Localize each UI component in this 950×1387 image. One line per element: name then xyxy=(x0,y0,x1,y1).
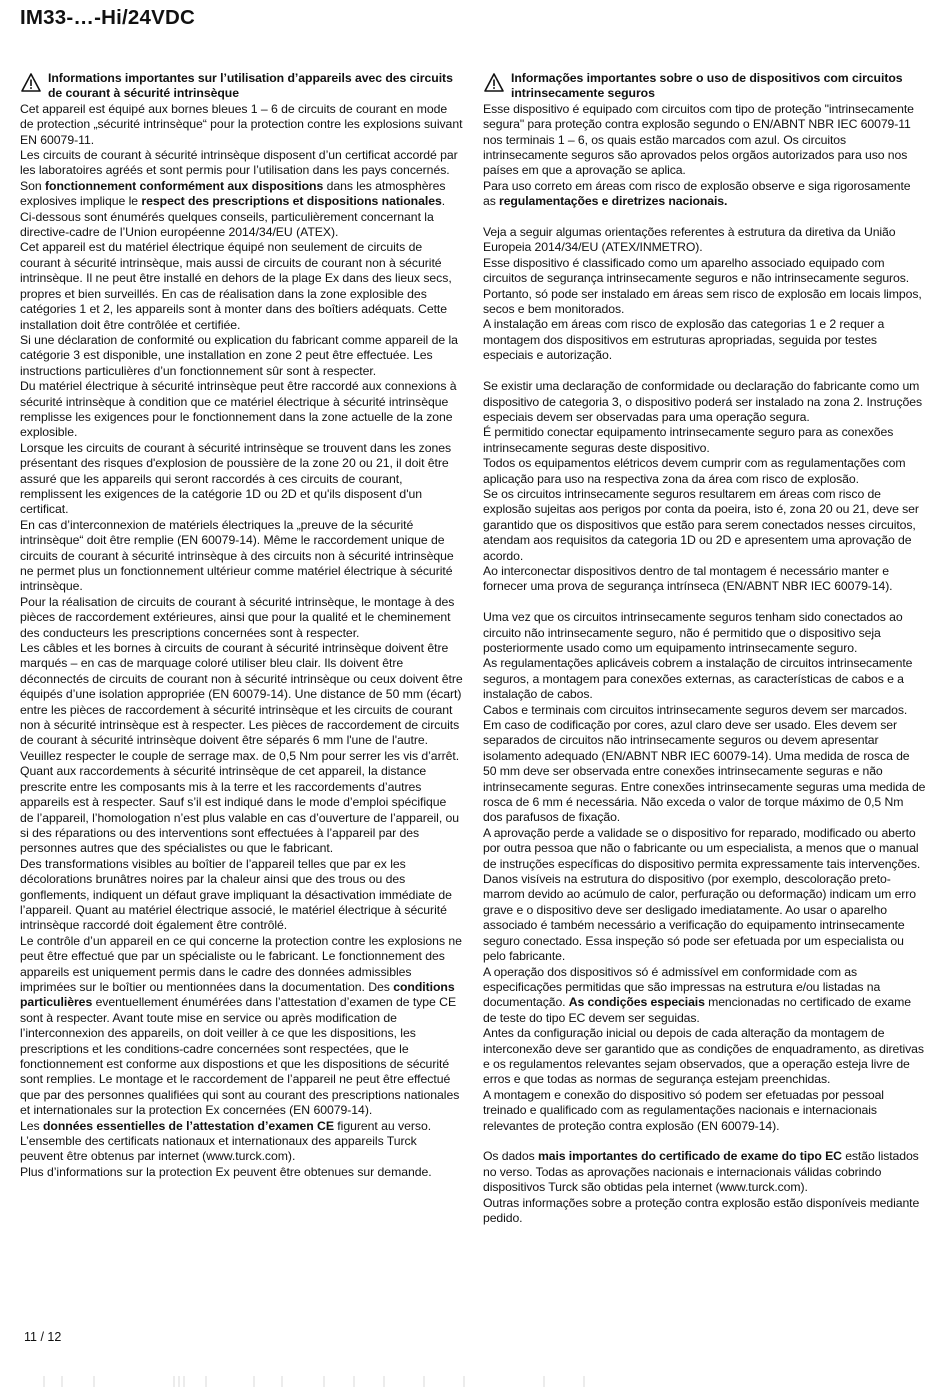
body-text xyxy=(483,102,926,1227)
paragraph xyxy=(483,965,926,1027)
paragraph xyxy=(483,256,926,318)
text-run: A operação dos dispositivos só é admissível em conformidade com as especificações permitidas que são impressas na estrutura e/ou listadas na documentação. xyxy=(483,964,881,1010)
paragraph xyxy=(483,610,926,656)
paragraph xyxy=(20,595,463,641)
paragraph xyxy=(20,102,463,148)
text-run: Veuillez respecter le couple de serrage max. de 0,5 Nm pour serrer les vis d’arrêt. xyxy=(20,748,460,763)
right-column-portuguese xyxy=(483,71,926,1226)
bold-text: données essentielles de l’attestation d’examen CE xyxy=(42,1118,334,1133)
text-run: Pour la réalisation de circuits de courant à sécurité intrinsèque, le montage à des pièces de raccordement extérieures, ainsi que pour la qualité et le cheminement des conducteurs les prescriptions concernées sont à respecter. xyxy=(20,594,455,640)
text-run: Le contrôle d’un appareil en ce qui concerne la protection contre les explosions ne peut être effectué que par un spécialiste ou le fabricant. Le fonctionnement des appareils est uniquement permis dans le cadre des données admissibles imprimées sur le boîtier ou mentionnées dans la documentation. Des xyxy=(20,933,462,994)
paragraph xyxy=(483,102,926,179)
text-run: Lorsque les circuits de courant à sécurité intrinsèque se trouvent dans les zones présentant des risques d'explosion de poussière de la zone 20 ou 21, il doit être assuré que les appareils qui seront raccordés à ces circuits de courant, remplissent les exigences de la catégorie 1D ou 2D et qu'ils disposent d'un certificat. xyxy=(20,440,452,517)
paragraph xyxy=(20,441,463,518)
page-number: 11 / 12 xyxy=(24,1330,62,1344)
bold-text: regulamentações e diretrizes nacionais. xyxy=(499,194,728,209)
text-run: mencionadas no certificado de exame de teste do tipo EC devem ser seguidas. xyxy=(483,995,911,1025)
paragraph xyxy=(483,1196,926,1227)
warning-triangle-icon xyxy=(483,72,511,94)
text-run: Os dados xyxy=(483,1149,538,1164)
paragraph xyxy=(483,1149,926,1195)
paragraph xyxy=(20,333,463,379)
bold-text: fonctionnement conformément aux dispositions xyxy=(45,178,324,193)
paragraph xyxy=(20,1119,463,1165)
paragraph xyxy=(483,425,926,456)
text-run: A aprovação perde a validade se o dispositivo for reparado, modificado ou aberto por outra pessoa que não o fabricante ou um especialista, a menos que o manual de instruções específicas do dispositivo permita expressamente tais intervenções. xyxy=(483,825,921,871)
heading-text: Informations importantes sur l’utilisation d’appareils avec des circuits de courant à sécurité intrinsèque xyxy=(48,71,453,101)
paragraph-gap xyxy=(483,595,926,610)
text-run: dans les atmosphères explosives implique le xyxy=(20,178,446,209)
text-run: Des transformations visibles au boîtier de l’appareil telles que par ex les décolorations brunâtres noires par la chaleur ainsi que des trous ou des gonflements, indiquent un défaut grave impliquant la désactivation immédiate de l’appareil. Quant au matériel électrique associé, le matériel électrique à sécurité intrinsèque raccordé doit également être contrôlé. xyxy=(20,856,452,933)
paragraph xyxy=(20,240,463,332)
text-run: Plus d’informations sur la protection Ex peuvent être obtenues sur demande. xyxy=(20,1164,432,1179)
paragraph xyxy=(483,564,926,595)
text-run: A montagem e conexão do dispositivo só podem ser efetuadas por pessoal treinado e qualificado com as regulamentações nacionais e internacionais relevantes de proteção contra explosão (EN 60079-14). xyxy=(483,1087,884,1133)
text-run: Danos visíveis na estrutura do dispositivo (por exemplo, descoloração preto-marrom devido ao acúmulo de calor, perfuração ou deformação) indicam um erro grave e o dispositivo deve ser desligado imediatamente. Ao usar o aparelho associado é também necessário a verificação do equipamento intrinsecamente seguro conectado. Essa inspeção só pode ser efetuada por um especialista ou pelo fabricante. xyxy=(483,872,916,964)
text-run: En cas d’interconnexion de matériels électriques la „preuve de la sécurité intrinsèque“ doit être remplie (EN 60079-14). Même le raccordement unique de circuits de courant à sécurité intrinsèque à des circuits non à sécurité intrinsèque ne permet plus un fonctionnement ultérieur comme matériel électrique à sécurité intrinsèque. xyxy=(20,517,454,594)
paragraph-gap xyxy=(483,364,926,379)
text-run: Ci-dessous sont énumérés quelques conseils, particulièrement concernant la directive-cadre de l’Union européenne 2014/34/EU (ATEX). xyxy=(20,209,434,240)
warning-heading xyxy=(20,71,463,102)
text-run: eventuellement énumérées dans l’attestation d’examen de type CE sont à respecter. Avant toute mise en service ou après modification de l’interconnexion des appareils, on doit veiller à ce que les dispositions, les prescriptions et les conditions-cadre concernées sont respectées, que le fonctionnement est conforme aux dispostions et que les dispositions de sécurité sont remplies. Le montage et le raccordement de l’appareil ne peut être effectué que par des personnes qualifiées qui sont au courant des prescriptions nationales et internationales sur la protection Ex concernées (EN 60079-14). xyxy=(20,995,460,1118)
paragraph xyxy=(20,641,463,749)
heading-text: Informações importantes sobre o uso de dispositivos com circuitos intrinsecamente seguros xyxy=(511,71,903,101)
paragraph xyxy=(483,225,926,256)
bold-text: As condições especiais xyxy=(568,995,705,1010)
text-run: As regulamentações aplicáveis cobrem a instalação de circuitos intrinsecamente seguros, a montagem para conexões externas, as características de cabos e a instalação de cabos. xyxy=(483,656,913,702)
paragraph xyxy=(483,179,926,210)
text-run: Veja a seguir algumas orientações referentes à estrutura da diretiva da União Europeia 2014/34/EU (ATEX/INMETRO). xyxy=(483,225,896,255)
paragraph xyxy=(20,764,463,856)
paragraph xyxy=(483,1026,926,1088)
paragraph xyxy=(20,749,463,764)
paragraph xyxy=(20,518,463,595)
text-run: Para uso correto em áreas com risco de explosão observe e siga rigorosamente as xyxy=(483,178,911,209)
paragraph xyxy=(483,379,926,425)
paragraph xyxy=(20,179,463,210)
text-run: Todos os equipamentos elétricos devem cumprir com as regulamentações com aplicação para uso na respectiva zona da área com risco de explosão. xyxy=(483,456,906,486)
paragraph xyxy=(483,656,926,702)
text-run: Son xyxy=(20,178,45,193)
text-run: Se os circuitos intrinsecamente seguros resultarem em áreas com risco de explosão sujeitas aos perigos por conta da poeira, isto é, zona 20 ou 21, deve ser garantido que os dispositivos que estão para serem conectados nesses circuitos, atendam aos requisitos da categoria 1D ou 2D e apresentem uma aprovação de acordo. xyxy=(483,486,919,563)
bold-text: mais importantes do certificado de exame do tipo EC xyxy=(537,1149,842,1164)
paragraph xyxy=(483,1088,926,1134)
paragraph xyxy=(20,210,463,241)
warning-heading xyxy=(483,71,926,102)
text-run: Cet appareil est du matériel électrique équipé non seulement de circuits de courant à sécurité intrinsèque, mais aussi de circuits de courant non à sécurité intrinsèque. Il ne peut être installé en dehors de la plage Ex dans des lieux secs, propres et bien surveillés. En cas de réalisation dans la zone explosible des catégories 1 et 2, les appareils sont à monter dans des boîtiers adéquats. Cette installation doit être contrôlée et certifiée. xyxy=(20,240,452,332)
barcode-strip xyxy=(24,1373,924,1387)
paragraph xyxy=(20,379,463,441)
text-run: figurent au verso. L’ensemble des certificats nationaux et internationaux des appareils Turck peuvent être obtenus par internet (www.turck.com). xyxy=(20,1118,432,1164)
text-run: Cet appareil est équipé aux bornes bleues 1 – 6 de circuits de courant en mode de protection „sécurité intrinsèque“ pour la protection contre les explosions suivant EN 60079-11. xyxy=(20,101,463,147)
left-column-french xyxy=(20,71,463,1180)
text-run: Les câbles et les bornes à circuits de courant à sécurité intrinsèque doivent être marqués – en cas de marquage coloré utiliser bleu clair. Ils doivent être déconnectés de circuits de courant non à sécurité intrinsèque ou ceux doivent être équipés d’une isolation appropriée (EN 60079-14). Une distance de 50 mm (écart) entre les pièces de raccordement à sécurité intrinsèque et les circuits de courant non à sécurité intrinsèque est à respecter. Les pièces de raccordement de circuits de courant à sécurité intrinsèque doivent être séparés 6 mm l'une de l'autre. xyxy=(20,641,463,748)
text-run: Outras informações sobre a proteção contra explosão estão disponíveis mediante pedido. xyxy=(483,1195,920,1225)
text-run: Cabos e terminais com circuitos intrinsecamente seguros devem ser marcados. Em caso de codificação por cores, azul claro deve ser usado. Eles devem ser separados de circuitos não intrinsecamente seguros ou devem apresentar isolamento adequado (EN/ABNT NBR IEC 60079-14). Uma medida de rosca de 50 mm deve ser observada entre conexões intrinsecamente seguras e não intrinsecamente seguras. Entre conexões intrinsecamente seguras uma medida de rosca de 6 mm é necessária. Não exceda o valor de torque máximo de 0,5 Nm dos parafusos de fixação. xyxy=(483,702,926,825)
text-run: . xyxy=(441,194,446,209)
paragraph xyxy=(483,487,926,564)
text-run: Les circuits de courant à sécurité intrinsèque disposent d’un certificat accordé par les laboratoires agréés et sont permis pour l’utilisation dans les pays concernés. xyxy=(20,148,458,178)
paragraph xyxy=(483,703,926,826)
text-run: Esse dispositivo é equipado com circuitos com tipo de proteção "intrinsecamente segura" para proteção contra explosão segundo o EN/ABNT NBR IEC 60079-11 nos terminais 1 – 6, os quais estão marcados com azul. Os circuitos intrinsecamente seguros são aprovados pelos orgãos autorizados para uso nos países em que a aprovação se aplica. xyxy=(483,101,914,178)
paragraph xyxy=(483,456,926,487)
paragraph xyxy=(20,934,463,1119)
body-text xyxy=(20,102,463,1180)
paragraph-gap xyxy=(483,1134,926,1149)
paragraph-gap xyxy=(483,210,926,225)
text-run: Uma vez que os circuitos intrinsecamente seguros tenham sido conectados ao circuito não intrinsecamente seguro, não é permitido que o dispositivo seja posteriormente usado como um equipamento intrinsecamente seguro. xyxy=(483,610,903,655)
bold-text: conditions particulières xyxy=(20,979,455,1010)
text-run: Se existir uma declaração de conformidade ou declaração do fabricante como um dispositivo de categoria 3, o dispositivo poderá ser instalado na zona 2. Instruções especiais devem ser observadas para uma operação segura. xyxy=(483,379,922,424)
text-run: Ao interconectar dispositivos dentro de tal montagem é necessário manter e fornecer uma prova de segurança intrínseca (EN/ABNT NBR IEC 60079-14). xyxy=(483,563,893,594)
paragraph xyxy=(20,148,463,179)
text-run: Esse dispositivo é classificado como um aparelho associado equipado com circuitos de segurança intrinsecamente seguros e não intrinsecamente seguros. Portanto, só pode ser instalado em áreas sem risco de explosão em locais limpos, secos e bem monitorados. xyxy=(483,255,922,317)
paragraph xyxy=(20,1165,463,1180)
paragraph xyxy=(483,317,926,363)
bold-text: respect des prescriptions et dispositions nationales xyxy=(141,194,442,209)
paragraph xyxy=(483,872,926,964)
text-run: Du matériel électrique à sécurité intrinsèque peut être raccordé aux connexions à sécurité intrinsèque à condition que ce matériel électrique à sécurité intrinsèque remplisse les exigences pour le fonctionnement dans la zone actuelle de la zone explosible. xyxy=(20,379,457,440)
document-title: IM33-…-Hi/24VDC xyxy=(20,6,196,29)
text-run: Antes da configuração inicial ou depois de cada alteração da montagem de interconexão deve ser garantido que as condições de enquadramento, as diretivas e os regulamentos relevantes sejam observados, que a operação esteja livre de erros e que todas as normas de segurança estejam preenchidas. xyxy=(483,1026,924,1087)
text-run: Quant aux raccordements à sécurité intrinsèque de cet appareil, la distance prescrite entre les composants mis à la terre et les raccordements d’autres appareils est à respecter. Sauf s’il est indiqué dans le mode d’emploi spécifique de l’appareil, l’homologation n’est plus valable en cas d’ouverture de l’appareil, ou si des réparations ou des interventions sont effectuées à l’appareil par des personnes autres que des spécialistes ou que le fabricant. xyxy=(20,764,460,856)
text-run: estão listados no verso. Todas as aprovações nacionais e internacionais válidas cobrindo dispositivos Turck são obtidas pela internet (www.turck.com). xyxy=(483,1149,919,1195)
text-run: É permitido conectar equipamento intrinsecamente seguro para as conexões intrinsecamente seguras deste dispositivo. xyxy=(483,425,894,455)
text-run: Les xyxy=(20,1118,43,1133)
warning-triangle-icon xyxy=(20,72,48,94)
text-run: A instalação em áreas com risco de explosão das categorias 1 e 2 requer a montagem dos dispositivos em estruturas apropriadas, seguida por testes especiais e autorização. xyxy=(483,317,885,363)
text-run: Si une déclaration de conformité ou explication du fabricant comme appareil de la catégorie 3 est disponible, une installation en zone 2 peut être effectuée. Les instructions particulières d’un fonctionnement sûr sont à respecter. xyxy=(20,332,458,378)
paragraph xyxy=(483,826,926,872)
paragraph xyxy=(20,857,463,934)
